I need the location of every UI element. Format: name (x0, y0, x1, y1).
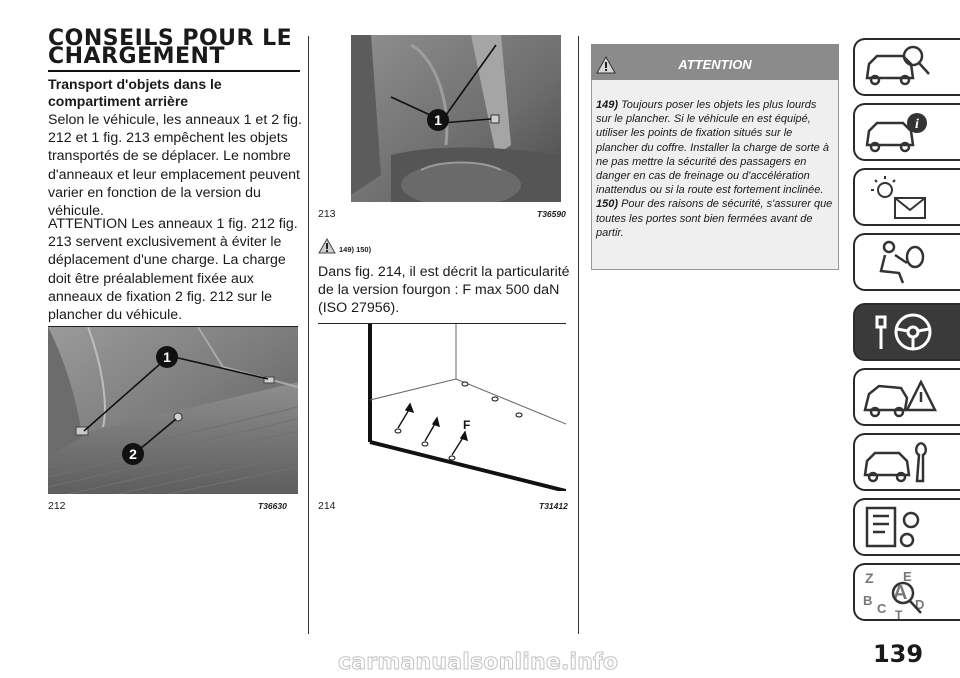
warning-item-num: 149) (596, 99, 619, 111)
figure-214-number: 214 (318, 500, 336, 512)
paragraph-attention: ATTENTION Les anneaux 1 fig. 212 fig. 213 servent exclusivement à éviter le déplacement d'une charge. La charge doit être préalablement fixée aux anneaux de fixation 2 fig. 212 sur le plancher du véhicule. (48, 216, 298, 324)
svg-text:D: D (915, 597, 925, 612)
warning-item-149 (596, 98, 834, 197)
side-tab-car-emergency[interactable] (853, 368, 960, 426)
svg-text:E: E (903, 569, 912, 584)
page-number: 139 (872, 640, 924, 668)
specs-gears-icon (855, 500, 959, 554)
car-info-icon (855, 105, 959, 159)
figure-212-callout-2: 2 (129, 446, 137, 462)
warning-triangle-icon (318, 238, 336, 254)
warning-text (596, 98, 834, 240)
svg-text:A: A (893, 582, 908, 604)
car-emergency-icon (855, 370, 959, 424)
svg-text:T: T (895, 608, 903, 619)
side-tab-warning-lights[interactable] (853, 168, 960, 226)
paragraph-anneaux: Selon le véhicule, les anneaux 1 et 2 fig. 212 et 1 fig. 213 empêchent les objets transportés de se déplacer. Le nombre d'anneaux et leur emplacement peuvent varier en fonction de la version du véhicule. (48, 112, 302, 220)
warning-refs: 149) 150) (339, 245, 372, 254)
figure-214-label-f: F (463, 418, 471, 432)
column-divider-2 (578, 36, 579, 634)
seat-airbag-icon (855, 235, 959, 289)
watermark: carmanualsonline.info (338, 650, 619, 675)
warning-item-150 (596, 197, 834, 240)
figure-214-code: T31412 (539, 501, 568, 511)
figure-212-photo (48, 327, 298, 494)
svg-text:i: i (915, 117, 919, 132)
warning-item-num: 150) (596, 198, 619, 211)
figure-214-diagram (318, 324, 566, 491)
warning-lights-mail-icon (855, 170, 959, 224)
side-tab-specs[interactable] (853, 498, 960, 556)
figure-213-number: 213 (318, 208, 336, 220)
column-divider-1 (308, 36, 309, 634)
warning-title: ATTENTION (678, 57, 752, 72)
side-tab-car-search[interactable] (853, 38, 960, 96)
figure-213-code: T36590 (537, 209, 566, 219)
car-search-icon (855, 40, 959, 94)
figure-213-photo (351, 35, 561, 202)
figure-212-code: T36630 (258, 501, 287, 511)
svg-text:C: C (877, 601, 887, 616)
sub-title: Transport d'objets dans le compartiment arrière (48, 76, 222, 109)
alphabet-index-icon (855, 565, 959, 619)
side-tab-seat-airbag[interactable] (853, 233, 960, 291)
svg-text:Z: Z (865, 570, 874, 586)
side-tab-key-steering[interactable] (853, 303, 960, 361)
figure-212-callout-1: 1 (163, 349, 171, 365)
warning-item-text: Pour des raisons de sécurité, s'assurer que toutes les portes sont bien fermées avant de partir. (596, 198, 833, 239)
svg-text:B: B (863, 593, 873, 608)
paragraph-fourgon: Dans fig. 214, il est décrit la particularité de la version fourgon : F max 500 daN (ISO 27956). (318, 264, 570, 317)
section-title: CONSEILS POUR LE CHARGEMENT (48, 30, 300, 72)
figure-212-number: 212 (48, 500, 66, 512)
car-wrench-icon (855, 435, 959, 489)
side-tab-car-wrench[interactable] (853, 433, 960, 491)
figure-213-callout-1: 1 (434, 112, 442, 128)
side-tab-car-info[interactable] (853, 103, 960, 161)
warning-item-text: Toujours poser les objets les plus lourds sur le plancher. Si le véhicule en est équipé, utiliser les points de fixation situés sur le plancher du coffre. Installer la charge de sorte à ne pas mettre la sécurité des passagers en danger en cas de freinage ou d'accélération inattendus ou si la route est fortement inclinée. (596, 99, 829, 197)
key-steering-wheel-icon (855, 305, 959, 359)
side-tab-alphabet-index[interactable] (853, 563, 960, 621)
